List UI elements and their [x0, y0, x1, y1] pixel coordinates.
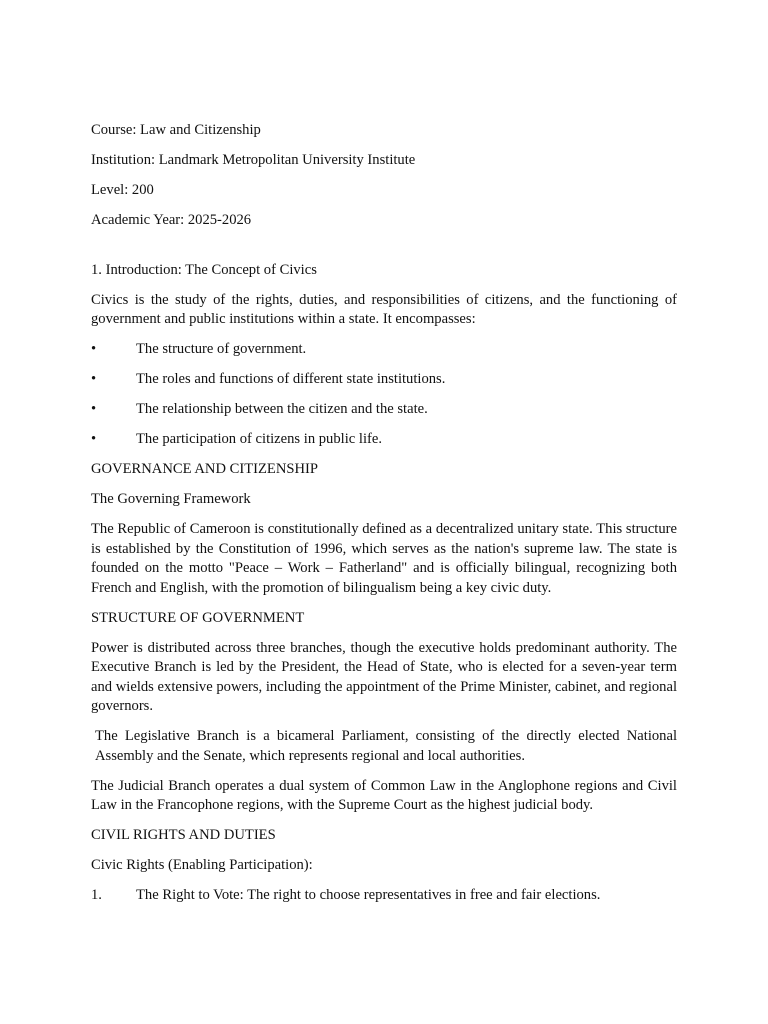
structure-heading: STRUCTURE OF GOVERNMENT	[91, 609, 305, 626]
legislative-paragraph: The Legislative Branch is a bicameral Parliament, consisting of the directly elected National Assembly and the Senate, which represents regional and local authorities.	[95, 728, 677, 764]
rights-heading: CIVIL RIGHTS AND DUTIES	[91, 827, 276, 843]
bullet-mark: •	[91, 341, 97, 357]
rights-subheading: Civic Rights (Enabling Participation):	[91, 857, 313, 873]
bullet-mark: •	[91, 431, 97, 447]
governance-paragraph: The Republic of Cameroon is constitutionally defined as a decentralized unitary state. This structure is established by the Constitution of 1996, which serves as the nation's supreme law. The state is founded on the motto "Peace – Work – Fatherland" and is officially bilingual, recognizing both French and English, with the promotion of bilingualism being a key civic duty.	[91, 521, 677, 596]
governance-subheading: The Governing Framework	[91, 491, 251, 507]
numbered-item	[91, 886, 677, 906]
list-item-text: The participation of citizens in public life.	[136, 431, 382, 447]
academic-year-line: Academic Year: 2025-2026	[91, 212, 252, 228]
list-item	[91, 340, 677, 360]
governance-heading: GOVERNANCE AND CITIZENSHIP	[91, 461, 319, 477]
intro-heading: 1. Introduction: The Concept of Civics	[91, 261, 317, 278]
list-item	[91, 400, 677, 420]
level-line: Level: 200	[91, 182, 154, 198]
blank-line	[91, 241, 677, 261]
list-item	[91, 370, 677, 390]
bullet-mark: •	[91, 401, 97, 417]
intro-paragraph: Civics is the study of the rights, duties, and responsibilities of citizens, and the functioning of government and public institutions within a state. It encompasses:	[91, 291, 677, 327]
list-item	[91, 430, 677, 450]
list-item-text: The relationship between the citizen and the state.	[136, 401, 428, 417]
course-line: Course: Law and Citizenship	[91, 122, 261, 138]
institution-line: Institution: Landmark Metropolitan University Institute	[91, 152, 416, 168]
document-page	[91, 121, 677, 916]
list-item-text: The roles and functions of different state institutions.	[136, 371, 446, 387]
executive-paragraph: Power is distributed across three branches, though the executive holds predominant authority. The Executive Branch is led by the President, the Head of State, who is elected for a seven-year term and wields extensive powers, including the appointment of the Prime Minister, cabinet, and regional governors.	[91, 639, 677, 714]
item-number: 1.	[91, 887, 102, 903]
judicial-paragraph: The Judicial Branch operates a dual system of Common Law in the Anglophone regions and Civil Law in the Francophone regions, with the Supreme Court as the highest judicial body.	[91, 777, 677, 813]
numbered-item-text: The Right to Vote: The right to choose representatives in free and fair elections.	[136, 887, 601, 903]
list-item-text: The structure of government.	[136, 341, 307, 357]
bullet-mark: •	[91, 371, 97, 387]
